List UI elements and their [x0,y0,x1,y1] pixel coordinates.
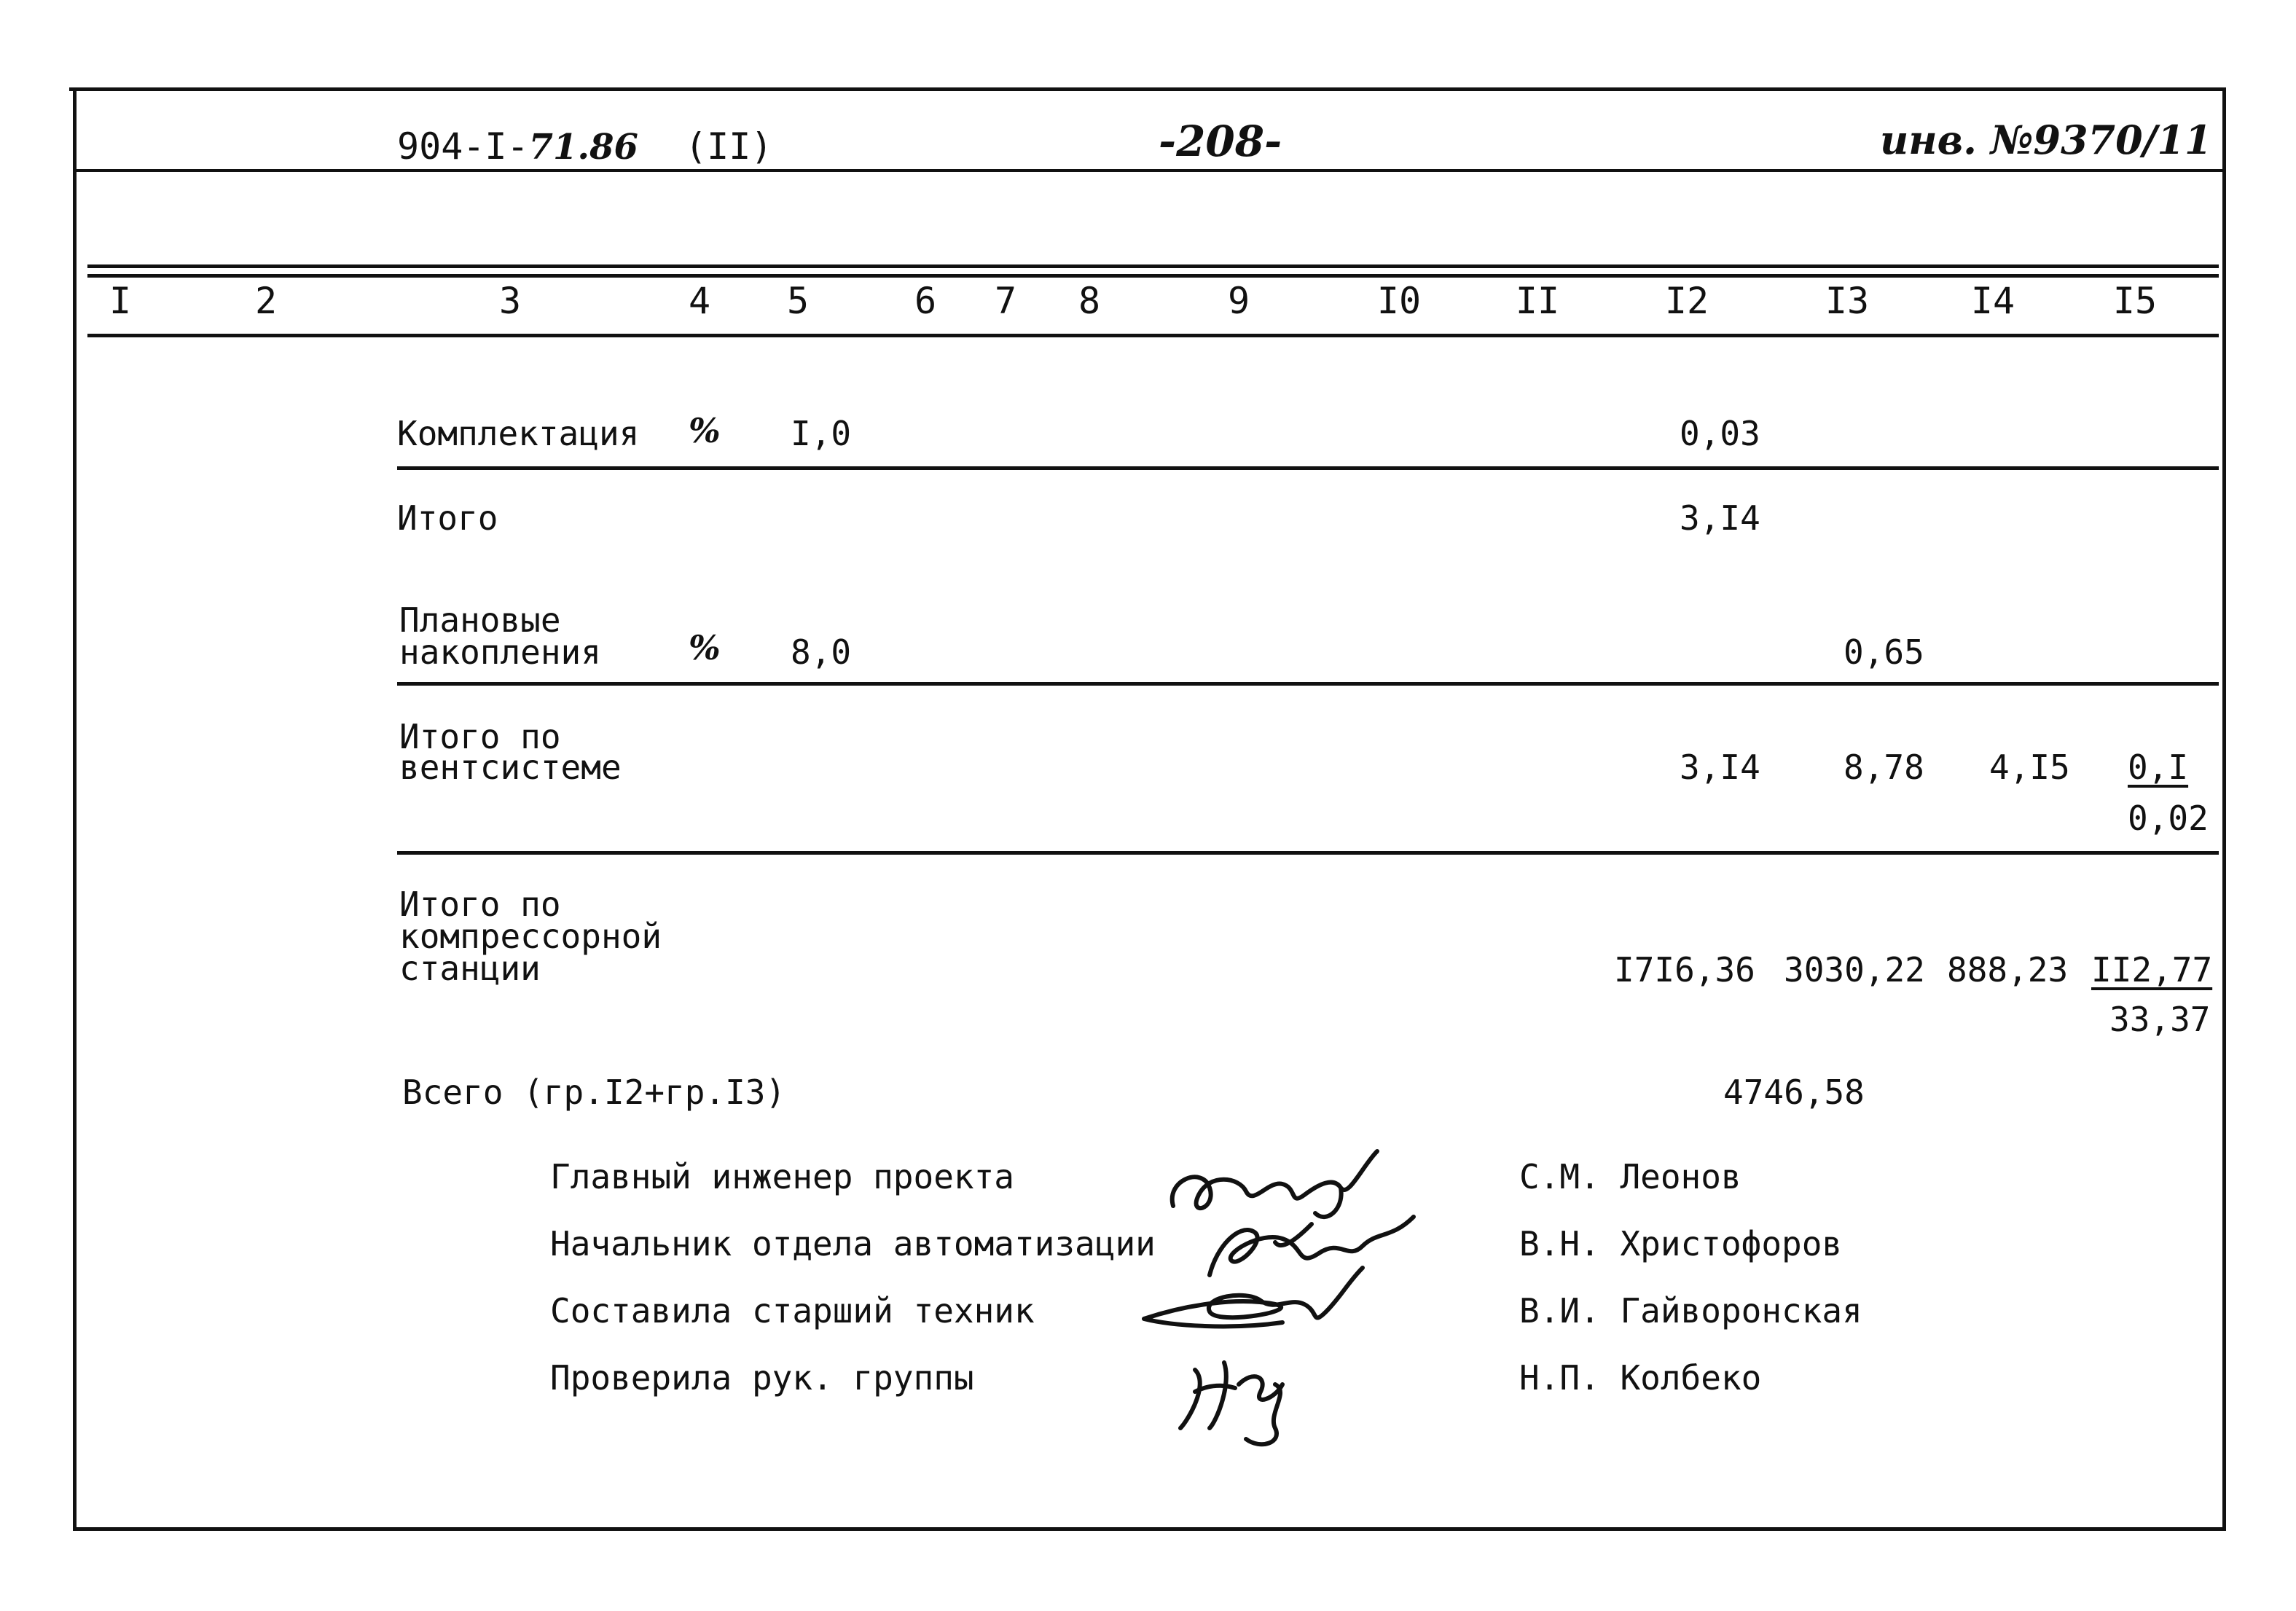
row-kompr-c12: I7I6,36 [1614,950,1755,989]
row-planovye-rule [397,682,2219,686]
frame-bottom [73,1527,2226,1531]
col-7: 7 [994,280,1017,322]
row-kompr-c15-bottom: 33,37 [2109,1000,2211,1039]
row-vsego-value: 4746,58 [1723,1073,1865,1112]
row-komplekt-c12: 0,03 [1680,414,1760,453]
row-planovye-c5: 8,0 [791,632,852,672]
row-planovye-label-2: накопления [399,632,601,672]
doc-code [397,125,638,168]
col-8: 8 [1078,280,1101,322]
col-4: 4 [688,280,711,322]
col-1: I [109,280,132,322]
handwritten-signature-4 [1166,1341,1326,1450]
col-12: I2 [1664,280,1709,322]
frame-right [2222,87,2226,1530]
doc-code-printed: 904-I- [397,125,529,168]
signature-role-1: Главный инженер проекта [550,1157,1014,1196]
row-vent-rule [397,851,2219,855]
row-vent-c15-bottom: 0,02 [2128,799,2209,838]
row-kompr-label-1: Итого по [399,885,561,924]
col-10: I0 [1376,280,1422,322]
row-kompr-label-2: компрессорной [399,917,662,956]
signature-role-3: Составила старший техник [550,1291,1035,1330]
row-vsego-label: Всего (гр.I2+гр.I3) [402,1073,786,1112]
signature-role-4: Проверила рук. группы [550,1358,974,1398]
row-planovye-unit: % [689,628,721,667]
row-kompr-c15-top: II2,77 [2091,950,2213,989]
col-9: 9 [1227,280,1250,322]
row-kompr-c13: 3030,22 [1784,950,1925,989]
row-kompr-c14: 888,23 [1947,950,2069,989]
row-vent-label-2: вентсистеме [399,748,622,787]
col-2: 2 [254,280,278,322]
col-11: II [1515,280,1560,322]
row-planovye-label-1: Плановые [399,600,561,640]
row-vent-c12: 3,I4 [1680,748,1760,787]
col-header-line-top [87,264,2219,268]
part-number: (II) [685,125,773,168]
row-komplekt-c5: I,0 [791,414,852,453]
page-number: -208- [1159,117,1282,166]
inventory-number: инв. №9370/11 [1880,117,2212,163]
row-vent-c13: 8,78 [1844,748,1924,787]
row-itogo-label: Итого [397,498,498,538]
row-planovye-c13: 0,65 [1844,632,1924,672]
row-vent-label-1: Итого по [399,717,561,756]
signature-name-4: Н.П. Колбеко [1519,1358,1762,1398]
row-itogo-c12: 3,I4 [1680,498,1760,538]
signature-name-3: В.И. Гайворонская [1519,1291,1862,1330]
row-komplekt-rule [397,466,2219,470]
frame-top [69,87,2226,91]
col-header-line-bottom [87,334,2219,337]
col-15: I5 [2112,280,2158,322]
row-vent-c14: 4,I5 [1989,748,2070,787]
col-5: 5 [786,280,810,322]
row-komplekt-label: Комплектация [397,414,640,453]
row-kompr-label-3: станции [399,949,541,988]
header-rule [73,169,2226,172]
col-6: 6 [914,280,937,322]
signature-role-2: Начальник отдела автоматизации [550,1224,1156,1263]
signature-name-2: В.Н. Христофоров [1519,1224,1843,1263]
row-komplekt-unit: % [689,411,721,450]
col-13: I3 [1825,280,1870,322]
signature-name-1: С.М. Леонов [1519,1157,1741,1196]
col-14: I4 [1970,280,2015,322]
col-3: 3 [498,280,522,322]
doc-code-handwritten: 71.86 [528,127,638,168]
col-header-line-mid [87,274,2219,278]
row-vent-c15-top: 0,I [2128,748,2189,787]
